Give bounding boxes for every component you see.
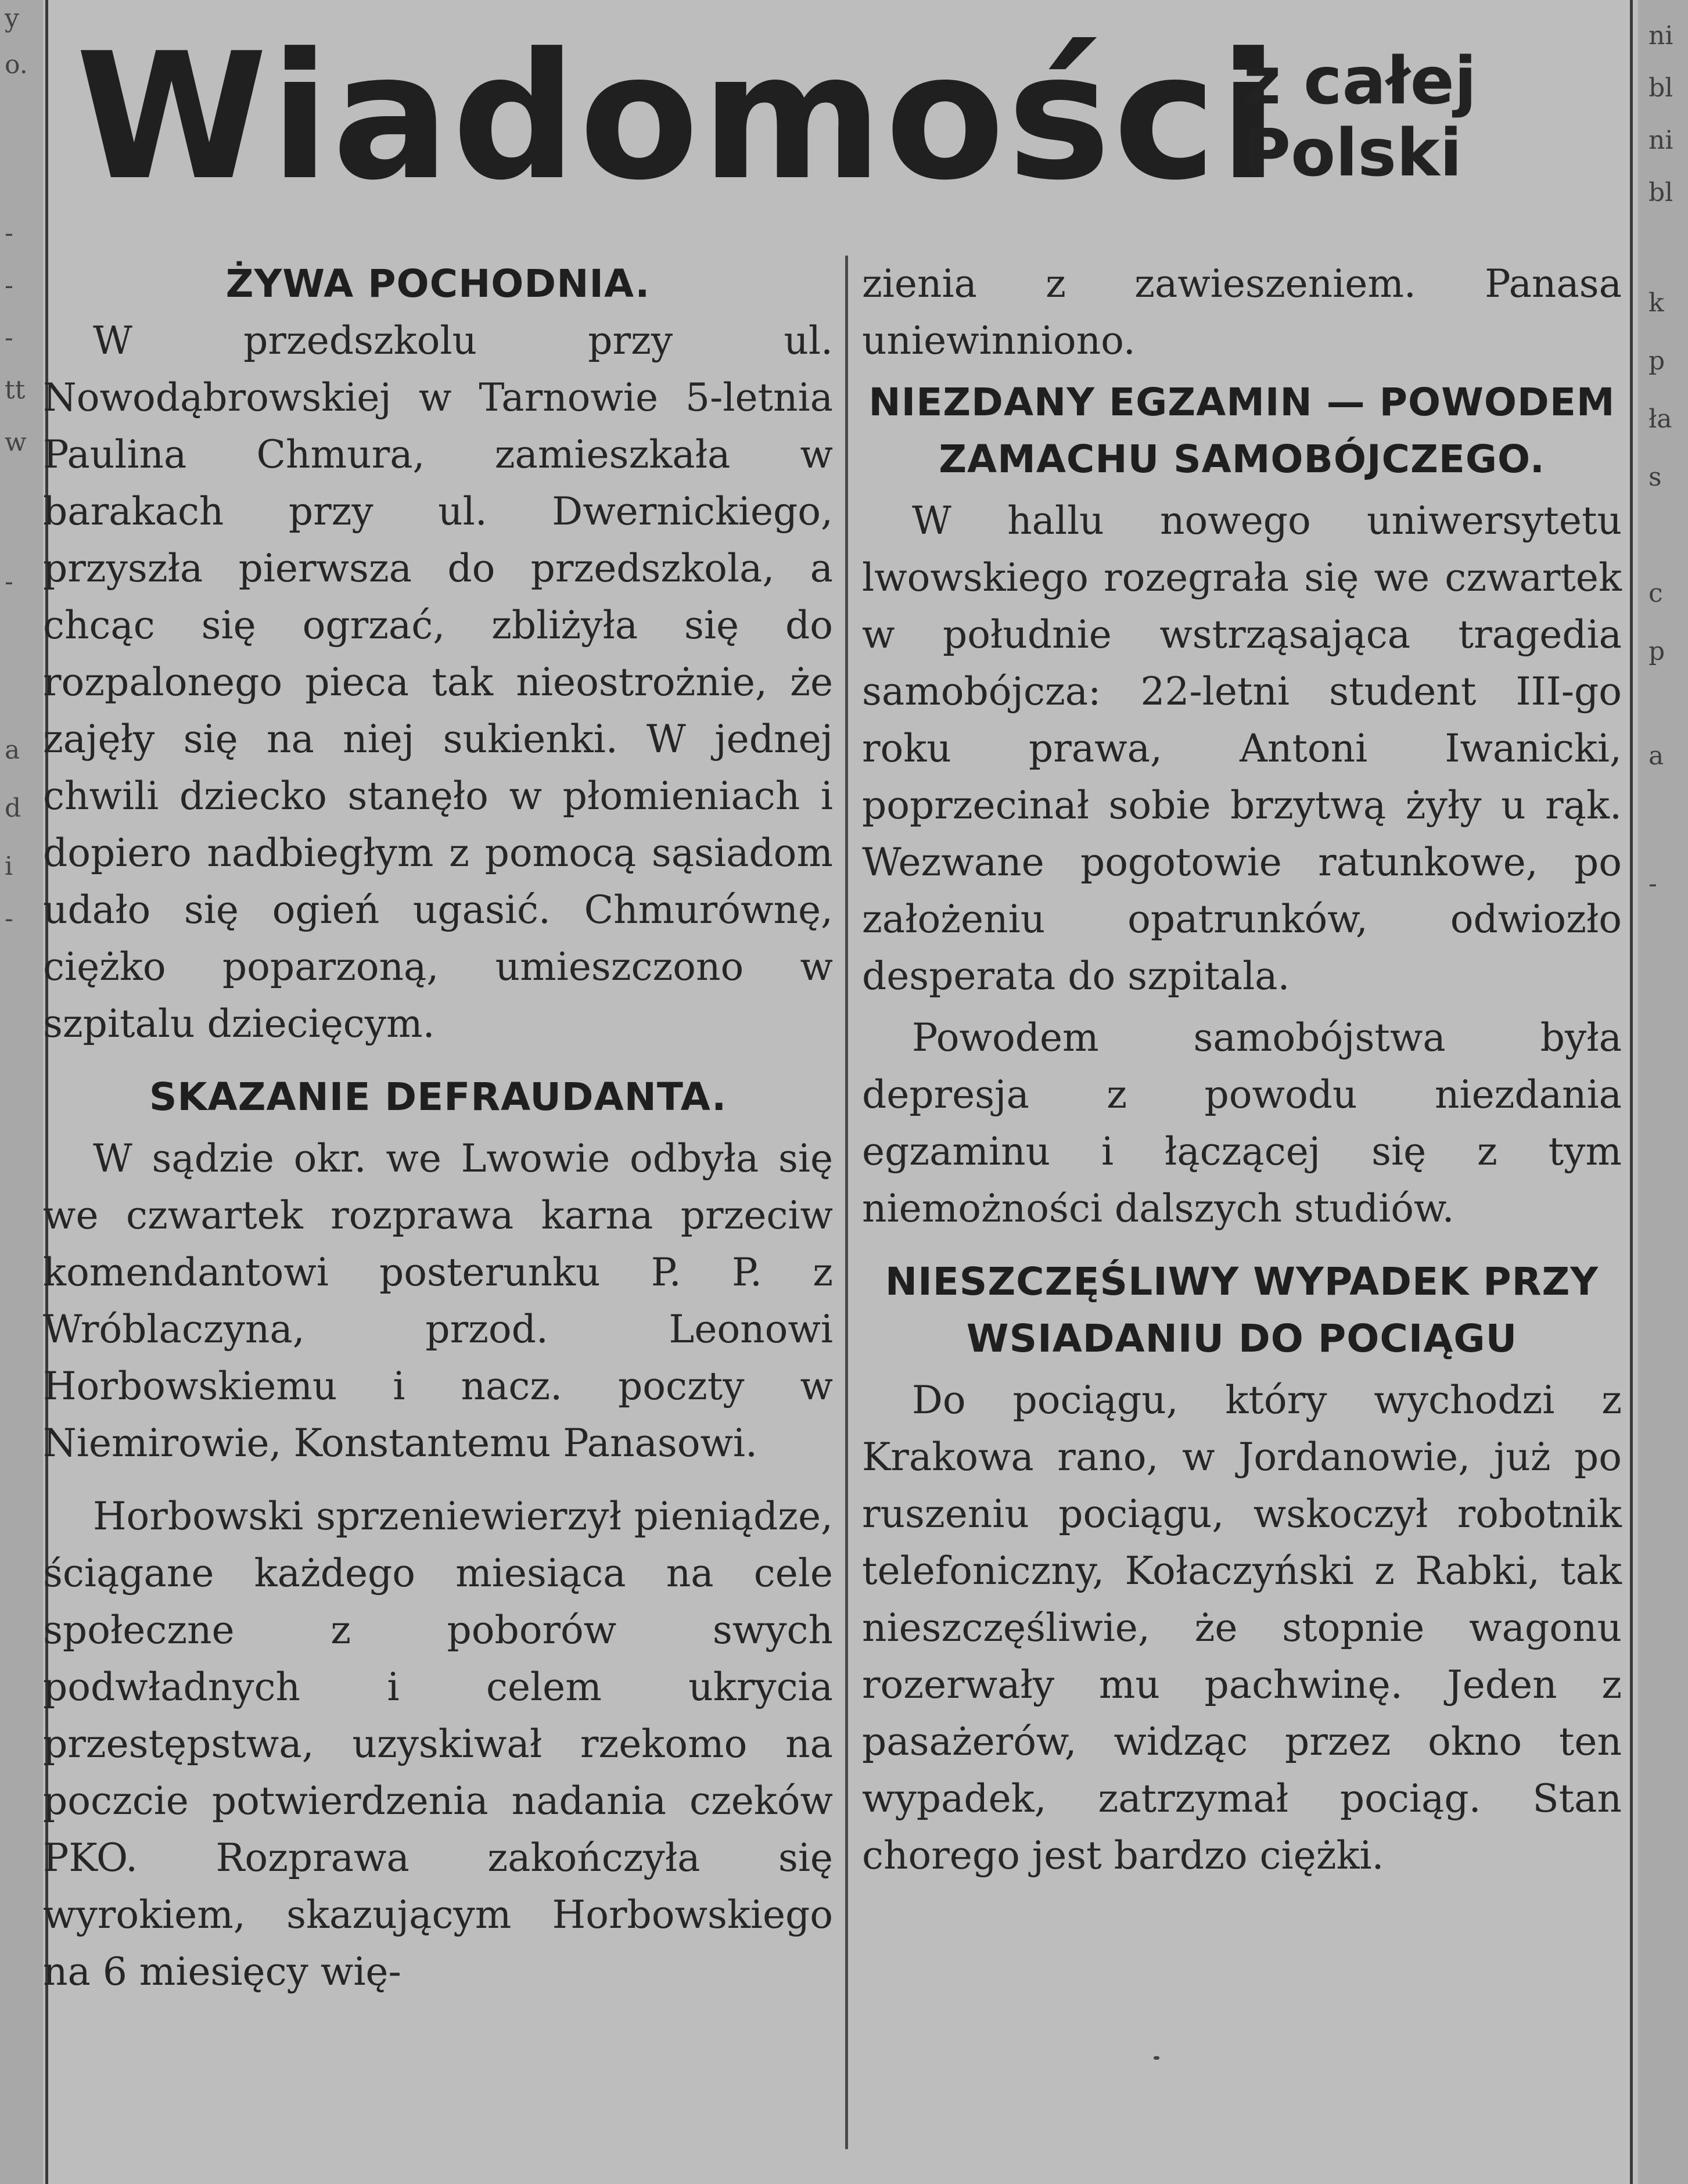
column-rule-right [1630,0,1633,2184]
left-fragment: i [5,852,13,881]
article-egzamin-body-2: Powodem samobójstwa była depresja z powodu niezdania egzaminu i łączącej się z tym niemożności dalszych studiów. [862,1015,1622,1231]
article-wypadek-body: Do pociągu, który wychodzi z Krakowa rano, w Jordanowie, już po ruszeniu pociągu, wskoczył robotnik telefoniczny, Kołaczyński z Rabki, tak nieszczęśliwie, że stopnie wagonu rozerwały mu pachwinę. Jeden z pasażerów, widząc przez okno ten wypadek, zatrzymał pociąg. Stan chorego jest bardzo ciężki. [862,1378,1622,1878]
left-fragment: d [5,793,21,823]
right-fragment: s [1649,462,1662,492]
section-subtitle-line-1: z całej [1243,44,1477,119]
left-fragment: - [5,323,13,353]
left-fragment: y [5,3,19,33]
right-fragment: ni [1649,125,1673,155]
left-fragment: o. [5,50,28,80]
right-fragment: ła [1649,404,1672,434]
headline-zywa-pochodnia: ŻYWA POCHODNIA. [225,261,651,306]
right-fragment: bl [1649,178,1673,207]
left-fragment: - [5,218,13,248]
right-fragment: a [1649,741,1664,771]
right-fragment: c [1649,579,1663,608]
right-fragment: - [1649,869,1657,899]
left-fragment: tt [5,375,26,405]
headline-skazanie-defraudanta: SKAZANIE DEFRAUDANTA. [149,1075,727,1119]
right-neighbor-column-scrap [1638,0,1688,2184]
right-fragment: bl [1649,73,1673,103]
column-divider [845,256,848,2149]
section-title: Wiadomości [76,16,1281,218]
column-right [862,256,1622,1884]
left-fragment: a [5,735,20,765]
headline-nieszczesliwy-wypadek: NIESZCZĘŚLIWY WYPADEK PRZY WSIADANIU DO POCIĄGU [885,1259,1599,1361]
right-fragment: p [1649,346,1665,376]
left-fragment: - [5,567,13,597]
left-fragment: w [5,428,27,457]
left-margin-fragments [0,0,43,2184]
left-fragment: - [5,904,13,933]
article-skazanie-body-2-part-1: Horbowski sprzeniewierzył pieniądze, ściągane każdego miesiąca na cele społeczne z poborów swych podwładnych i celem ukrycia przestępstwa, uzyskiwał rzekomo na poczcie potwierdzenia nadania czeków PKO. Rozprawa zakończyła się wyrokiem, skazującym Horbowskiego na 6 miesięcy wię- [43,1494,833,1994]
article-zywa-pochodnia-body: W przedszkolu przy ul. Nowodąbrowskiej w Tarnowie 5-letnia Paulina Chmura, zamieszkała w barakach przy ul. Dwernickiego, przyszła pierwsza do przedszkola, a chcąc się ogrzać, zbliżyła się do rozpalonego pieca tak nieostrożnie, że zajęły się na niej sukienki. W jednej chwili dziecko stanęło w płomieniach i dopiero nadbiegłym z pomocą sąsiadom udało się ogień ugasić. Chmurównę, ciężko poparzoną, umieszczono w szpitalu dziecięcym. [43,318,833,1046]
right-fragment: p [1649,637,1665,666]
ink-speck [1154,2056,1159,2060]
section-subtitle-line-2: Polski [1243,116,1462,191]
article-skazanie-body-2-part-2: zienia z zawieszeniem. Panasa uniewinniono. [862,261,1622,363]
article-skazanie-body-1: W sądzie okr. we Lwowie odbyła się we czwartek rozprawa karna przeciw komendantowi posterunku P. P. z Wróblaczyna, przod. Leonowi Horbowskiemu i nacz. poczty w Niemirowie, Konstantemu Panasowi. [43,1136,833,1465]
headline-niezdany-egzamin: NIEZDANY EGZAMIN — POWODEM ZAMACHU SAMOBÓJCZEGO. [868,380,1615,482]
right-fragment: ni [1649,21,1673,51]
right-fragment: k [1649,288,1664,318]
left-fragment: - [5,271,13,300]
column-left [43,256,833,2000]
article-egzamin-body-1: W hallu nowego uniwersytetu lwowskiego rozegrała się we czwartek w południe wstrząsająca tragedia samobójcza: 22-letni student III-go roku prawa, Antoni Iwanicki, poprzecinał sobie brzytwą żyły u rąk. Wezwane pogotowie ratunkowe, po założeniu opatrunków, odwiozło desperata do szpitala. [862,498,1622,998]
section-subtitle [1243,45,1621,208]
